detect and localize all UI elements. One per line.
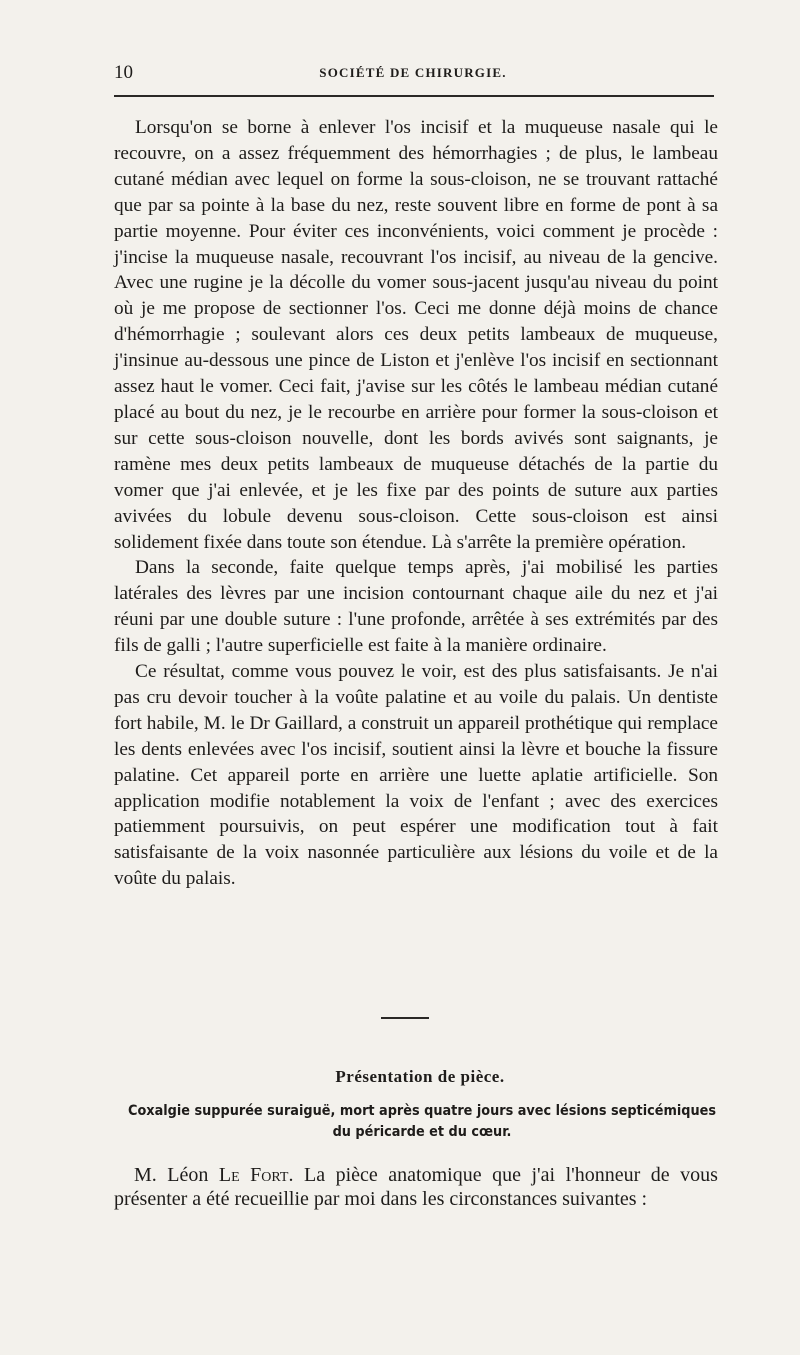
speaker-prefix: M. Léon bbox=[134, 1164, 219, 1186]
opening-text: La pièce anatomique que j'ai l'honneur de vous présenter a été recueillie par moi dans les circonstances suivantes : bbox=[114, 1164, 718, 1210]
section-heading: Présentation de pièce. bbox=[335, 1067, 505, 1086]
paragraph-1: Lorsqu'on se borne à enlever l'os incisif et la muqueuse nasale qui le recouvre, on a assez fréquemment des hémorrhagies ; de plus, le lambeau cutané médian avec lequel on forme la sous-cloison, ne se trouvant rattaché que par sa pointe à la base du nez, reste souvent libre en forme de pont à sa partie moyenne. Pour éviter ces inconvénients, voici comment je procède : j'incise la muqueuse nasale, recouvrant l'os incisif, au niveau de la gencive. Avec une rugine je la décolle du vomer sous-jacent jusqu'au niveau du point où je me propose de sectionner l'os. Ceci me donne déjà moins de chance d'hémorrhagie ; soulevant alors ces deux petits lambeaux de muqueuse, j'insinue au-dessous une pince de Liston et j'enlève l'os incisif en sectionnant assez haut le vomer. Ceci fait, j'avise sur les côtés le lambeau médian cutané placé au bout du nez, je le recourbe en arrière pour former la sous-cloison et sur cette sous-cloison nouvelle, dont les bords avivés sont saignants, je ramène mes deux petits lambeaux de muqueuse détachés de la partie du vomer que j'ai enlevée, et je les fixe par des points de suture aux parties avivées du lobule devenu sous-cloison. Cette sous-cloison est ainsi solidement fixée dans toute son étendue. Là s'arrête la première opération. bbox=[114, 117, 718, 553]
paragraph-2: Dans la seconde, faite quelque temps après, j'ai mobilisé les parties latérales des lèvres par une incision contournant chaque aile du nez et j'ai réuni par une double suture : l'une profonde, arrêtée à ses extrémités par des fils de galli ; l'autre superficielle est faite à la manière ordinaire. bbox=[114, 557, 718, 657]
section-divider bbox=[381, 1017, 429, 1019]
paragraph-3: Ce résultat, comme vous pouvez le voir, est des plus satisfaisants. Je n'ai pas cru devoir toucher à la voûte palatine et au voile du palais. Un dentiste fort habile, M. le Dr Gaillard, a construit un appareil prothétique qui remplace les dents enlevées avec l'os incisif, soutient ainsi la lèvre et bouche la fissure palatine. Cet appareil porte en arrière une luette aplatie artificielle. Son application modifie notablement la voix de l'enfant ; avec des exercices patiemment poursuivis, on peut espérer une modification tout à fait satisfaisante de la voix nasonnée particulière aux lésions du voile et de la voûte du palais. bbox=[114, 661, 718, 890]
presentation-text bbox=[114, 1163, 718, 1211]
running-header bbox=[114, 62, 712, 86]
presentation-paragraph bbox=[114, 1163, 718, 1211]
body-text bbox=[114, 115, 718, 892]
header-rule bbox=[114, 95, 714, 97]
page-number: 10 bbox=[114, 62, 133, 83]
speaker-surname: Le Fort. bbox=[218, 1164, 294, 1186]
case-title: Coxalgie suppurée suraiguë, mort après quatre jours avec lésions septicémiques du péricarde et du cœur. bbox=[128, 1103, 717, 1140]
journal-title: SOCIÉTÉ DE CHIRURGIE. bbox=[319, 65, 507, 80]
